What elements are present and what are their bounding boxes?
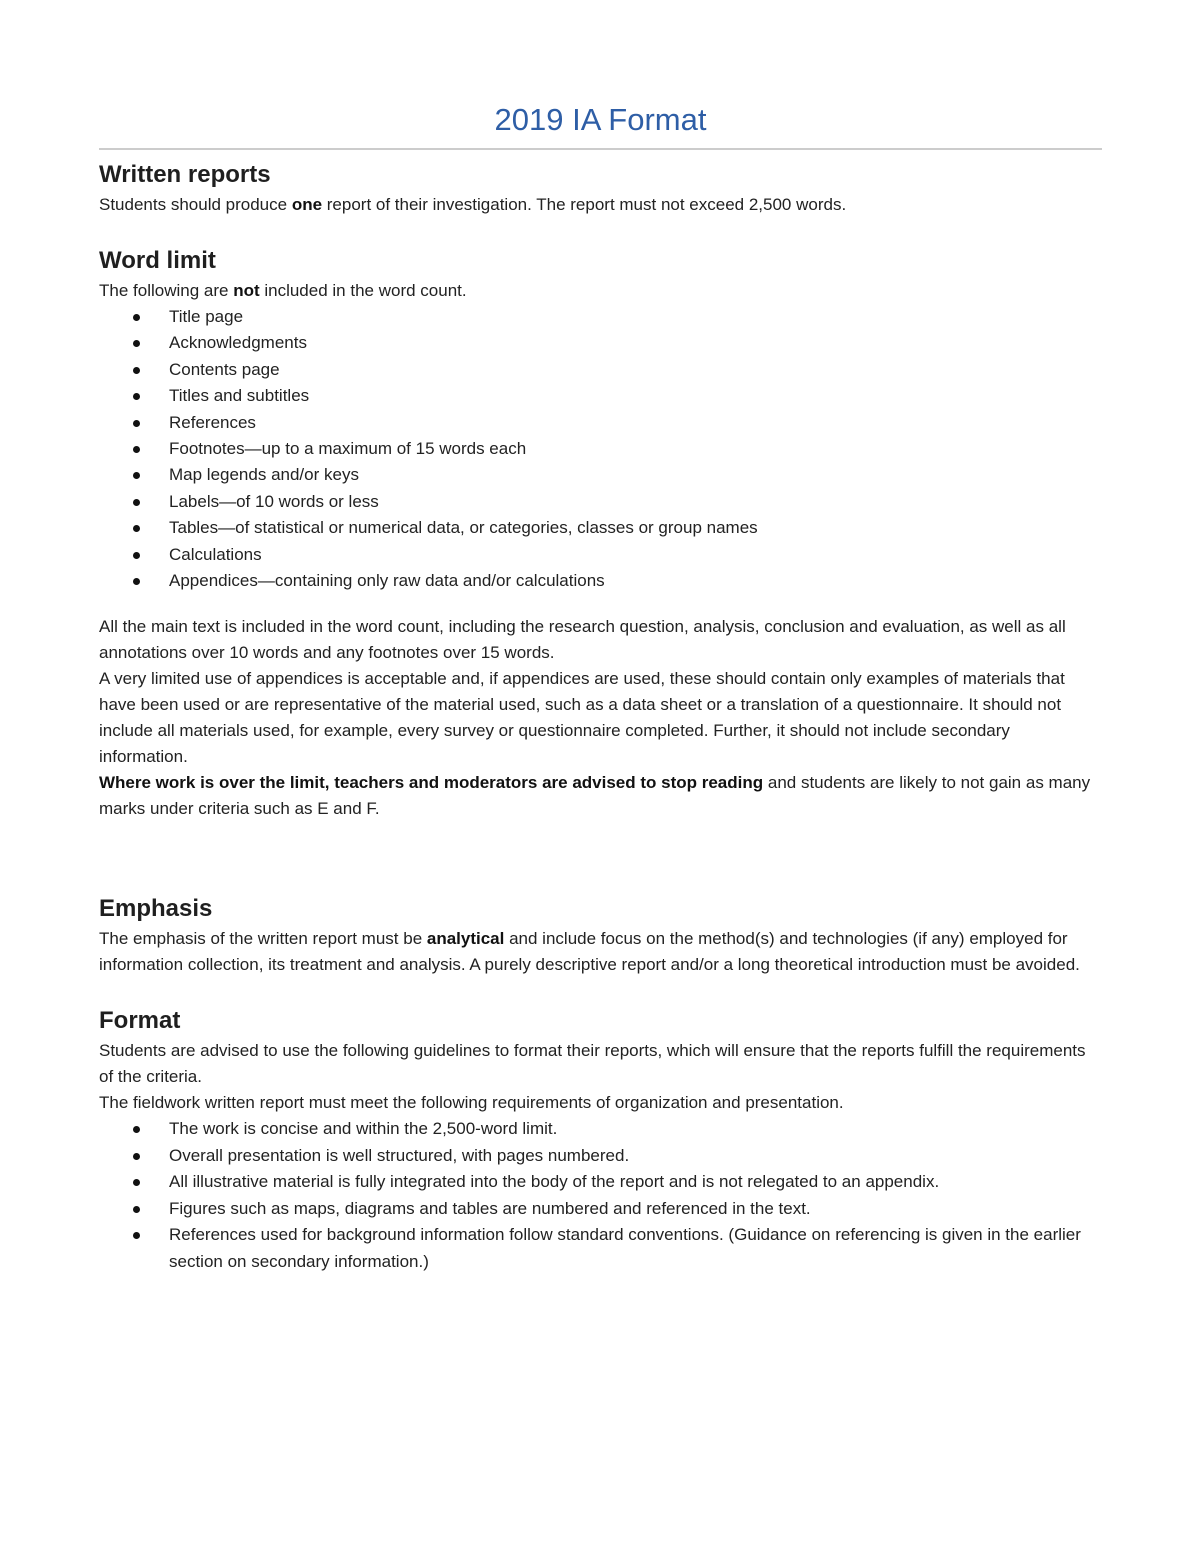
section-word-limit	[99, 244, 1102, 822]
section-written-reports	[99, 158, 1102, 218]
text-run: and include focus on the method(s) and technologies (if any) employed for information collection, its treatment and analysis. A purely descriptive report and/or a long theoretical introduction must be avoided.	[99, 929, 1080, 975]
format-requirements-intro: The fieldwork written report must meet the following requirements of organization and presentation.	[99, 1093, 844, 1113]
heading-word-limit: Word limit	[99, 247, 216, 274]
list-item: Labels—of 10 words or less	[99, 489, 1102, 515]
bold-run: one	[291, 195, 323, 214]
text-run: and students are likely to not gain as many marks under criteria such as E and F.	[99, 773, 1091, 819]
list-item: Footnotes—up to a maximum of 15 words each	[99, 436, 1102, 462]
list-item: Title page	[99, 304, 1102, 330]
list-item: All illustrative material is fully integrated into the body of the report and is not relegated to an appendix.	[99, 1169, 1102, 1195]
written-reports-text	[99, 192, 1102, 218]
excluded-items-list	[99, 304, 1102, 594]
list-item: Appendices—containing only raw data and/or calculations	[99, 568, 1102, 594]
list-item: Overall presentation is well structured, with pages numbered.	[99, 1143, 1102, 1169]
list-item: Acknowledgments	[99, 330, 1102, 356]
document-page	[99, 98, 1102, 1275]
list-item: Figures such as maps, diagrams and tables are numbered and referenced in the text.	[99, 1196, 1102, 1222]
heading-emphasis: Emphasis	[99, 895, 213, 923]
text-run: report of their investigation. The report must not exceed 2,500 words.	[322, 195, 847, 214]
section-format	[99, 1004, 1102, 1274]
list-item: Titles and subtitles	[99, 383, 1102, 409]
list-item: Contents page	[99, 357, 1102, 383]
list-item: References used for background information follow standard conventions. (Guidance on referencing is given in the earlier section on secondary information.)	[99, 1222, 1102, 1275]
text-run: The following are	[99, 281, 234, 300]
appendices-text: A very limited use of appendices is acceptable and, if appendices are used, these should contain only examples of materials that have been used or are representative of the material used, such as a data sheet or a translation of a questionnaire. It should not include all materials used, for example, every survey or questionnaire completed. Further, it should not include secondary information.	[99, 669, 1065, 767]
list-item: References	[99, 410, 1102, 436]
emphasis-text	[99, 926, 1102, 978]
list-item: The work is concise and within the 2,500-word limit.	[99, 1116, 1102, 1142]
word-limit-intro	[99, 278, 1102, 304]
document-title: 2019 IA Format	[99, 98, 1102, 150]
format-intro: Students are advised to use the following guidelines to format their reports, which will ensure that the reports fulfill the requirements of the criteria.	[99, 1041, 1086, 1087]
list-item: Tables—of statistical or numerical data, or categories, classes or group names	[99, 515, 1102, 541]
list-item: Map legends and/or keys	[99, 462, 1102, 488]
section-emphasis	[99, 892, 1102, 978]
bold-run: Where work is over the limit, teachers and moderators are advised to stop reading	[99, 773, 764, 793]
heading-format: Format	[99, 1007, 181, 1035]
heading-written-reports: Written reports	[99, 161, 271, 188]
text-run: The emphasis of the written report must be	[99, 929, 427, 949]
text-run: included in the word count.	[259, 281, 467, 300]
over-limit-text	[99, 770, 1102, 822]
list-item: Calculations	[99, 542, 1102, 568]
bold-run: analytical	[426, 929, 505, 949]
word-count-main-text: All the main text is included in the word count, including the research question, analysis, conclusion and evaluation, as well as all annotations over 10 words and any footnotes over 15 words.	[99, 617, 1066, 663]
bold-run: not	[233, 281, 260, 300]
format-requirements-list	[99, 1116, 1102, 1274]
text-run: Students should produce	[99, 195, 292, 214]
